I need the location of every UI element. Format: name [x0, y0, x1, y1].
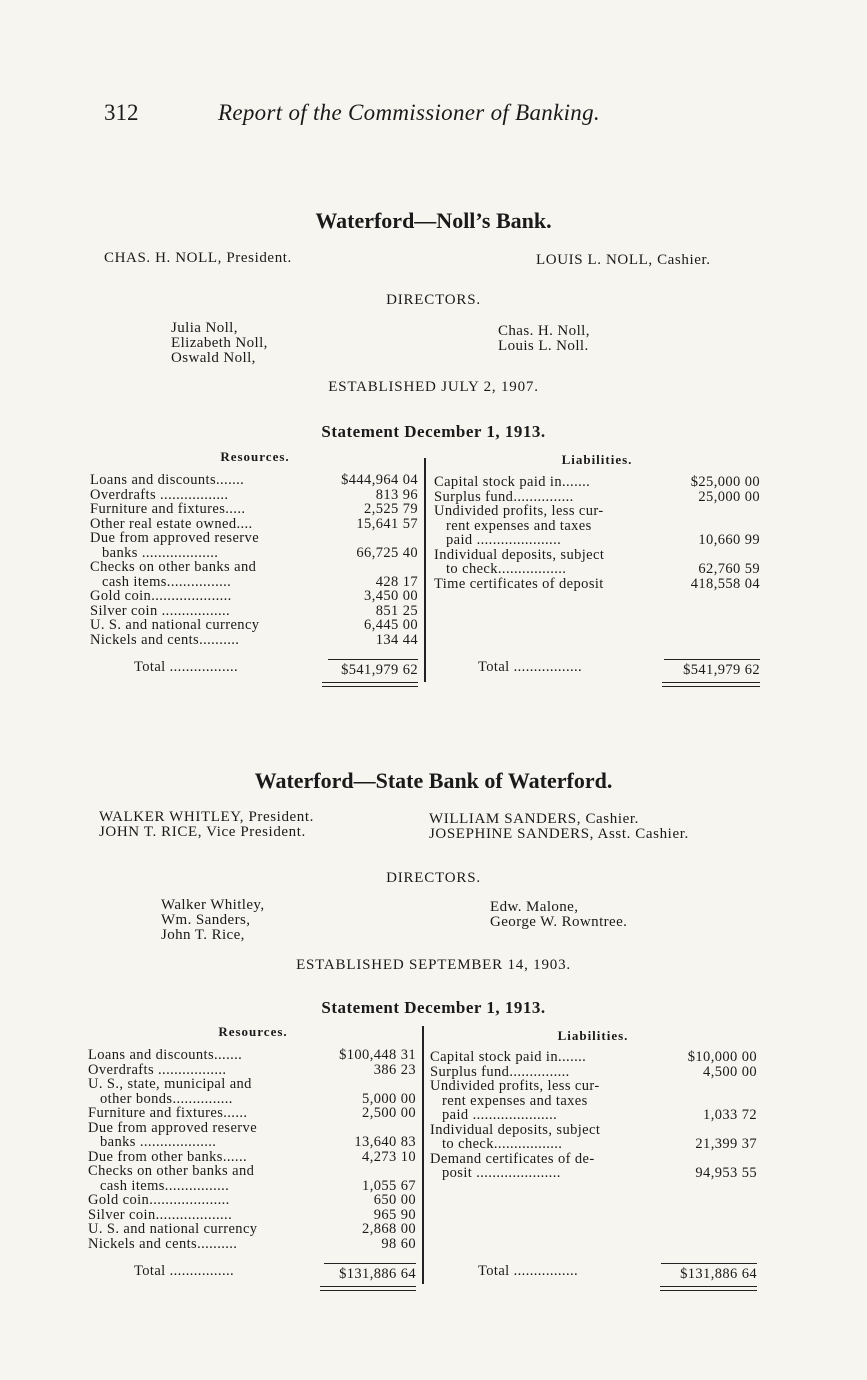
- running-title: Report of the Commissioner of Banking.: [218, 100, 600, 125]
- ledger-item-label: Gold coin....................: [88, 1193, 230, 1208]
- column-divider: [422, 1026, 424, 1284]
- ledger-item-label: Due from other banks......: [88, 1149, 247, 1164]
- ledger-row: [88, 1222, 416, 1237]
- total-label: Total .................: [134, 659, 239, 675]
- ledger-row: [430, 1079, 757, 1094]
- ledger-row: [90, 575, 418, 590]
- ledger-item-label: Overdrafts .................: [88, 1062, 227, 1077]
- ledger-row: [90, 488, 418, 503]
- ledger-item-label: U. S. and national currency: [90, 618, 260, 633]
- ledger-item-amount: 25,000 00: [698, 488, 760, 505]
- ledger-item-label: Loans and discounts.......: [90, 473, 245, 488]
- ledger-item-label: U. S., state, municipal and: [88, 1077, 252, 1092]
- ledger-row: [88, 1237, 416, 1252]
- ledger-item-label: Overdrafts .................: [90, 487, 229, 502]
- double-rule: [660, 1286, 757, 1291]
- ledger-item-label: banks ...................: [100, 1135, 217, 1150]
- ledger-row: [88, 1106, 416, 1121]
- ledger-item-label: Capital stock paid in.......: [430, 1050, 587, 1065]
- asst-cashier: JOSEPHINE SANDERS, Asst. Cashier.: [429, 826, 689, 842]
- total-label: Total ................: [134, 1263, 235, 1279]
- ledger-item-amount: 428 17: [375, 573, 418, 590]
- ledger-item-label: Time certificates of deposit: [434, 576, 604, 591]
- ledger-item-amount: 1,033 72: [703, 1107, 757, 1123]
- resources-heading: Resources.: [218, 1024, 288, 1039]
- ledger-row: [430, 1123, 757, 1138]
- statement-title: Statement December 1, 1913.: [321, 998, 546, 1017]
- ledger-row: [430, 1108, 757, 1123]
- ledger-item-label: Due from approved reserve: [88, 1120, 258, 1135]
- ledger-item-label: Checks on other banks and: [88, 1164, 255, 1179]
- ledger-item-amount: 418,558 04: [690, 575, 760, 592]
- ledger-row: [90, 517, 418, 532]
- double-rule: [322, 682, 418, 687]
- ledger-item-amount: 6,445 00: [364, 617, 418, 633]
- ledger-row: [88, 1048, 416, 1063]
- bank-title: Waterford—State Bank of Waterford.: [254, 768, 613, 793]
- ledger-item-label: cash items................: [102, 574, 232, 589]
- ledger-item-label: Other real estate owned....: [90, 516, 253, 531]
- ledger-item-amount: 4,500 00: [703, 1063, 757, 1080]
- statement-title: Statement December 1, 1913.: [321, 422, 546, 441]
- ledger-item-label: to check.................: [442, 1137, 563, 1152]
- president: CHAS. H. NOLL, President.: [104, 250, 292, 266]
- ledger-item-amount: 5,000 00: [362, 1090, 416, 1107]
- ledger-item-label: Nickels and cents..........: [90, 632, 240, 647]
- ledger-row: [88, 1135, 416, 1150]
- ledger-row: [88, 1121, 416, 1136]
- ledger-row: [430, 1050, 757, 1065]
- ledger-row: [434, 504, 760, 519]
- director-name: John T. Rice,: [161, 927, 245, 943]
- ledger-row: [88, 1150, 416, 1165]
- ledger-row: [88, 1179, 416, 1194]
- ledger-item-amount: 62,760 59: [698, 561, 760, 577]
- ledger-item-amount: 134 44: [375, 631, 418, 648]
- ledger-row: [90, 589, 418, 604]
- cashier: LOUIS L. NOLL, Cashier.: [536, 252, 711, 268]
- director-name: Edw. Malone,: [490, 899, 579, 915]
- ledger-item-amount: 21,399 37: [695, 1136, 757, 1152]
- ledger-item-label: other bonds...............: [100, 1091, 233, 1106]
- liabilities-table: [430, 1050, 757, 1181]
- ledger-row: [434, 475, 760, 490]
- director-name: Julia Noll,: [171, 320, 238, 336]
- ledger-row: [88, 1077, 416, 1092]
- directors-heading: DIRECTORS.: [386, 292, 481, 308]
- director-name: Wm. Sanders,: [161, 912, 251, 928]
- ledger-item-label: Individual deposits, subject: [430, 1122, 601, 1137]
- liabilities-table: [434, 475, 760, 591]
- ledger-item-label: Due from approved reserve: [90, 531, 260, 546]
- ledger-item-label: Silver coin .................: [90, 603, 231, 618]
- ledger-row: [90, 560, 418, 575]
- ledger-row: [430, 1137, 757, 1152]
- ledger-row: [90, 502, 418, 517]
- double-rule: [662, 682, 760, 687]
- ledger-item-amount: $100,448 31: [339, 1047, 416, 1063]
- bank-title: Waterford—Noll’s Bank.: [315, 208, 552, 233]
- director-name: Louis L. Noll.: [498, 338, 589, 354]
- ledger-item-amount: $10,000 00: [687, 1049, 757, 1065]
- liabilities-total: $131,886 64: [661, 1263, 757, 1283]
- ledger-row: [90, 633, 418, 648]
- ledger-row: [88, 1164, 416, 1179]
- liabilities-total-row: [478, 1263, 757, 1283]
- established-date: ESTABLISHED JULY 2, 1907.: [328, 379, 539, 395]
- ledger-item-label: Surplus fund...............: [430, 1064, 570, 1079]
- cashier: WILLIAM SANDERS, Cashier.: [429, 811, 639, 827]
- ledger-row: [88, 1092, 416, 1107]
- established-date: ESTABLISHED SEPTEMBER 14, 1903.: [296, 957, 571, 973]
- ledger-item-label: Demand certificates of de-: [430, 1151, 595, 1166]
- ledger-item-label: Undivided profits, less cur-: [434, 504, 604, 519]
- ledger-row: [90, 531, 418, 546]
- directors-list-left: [161, 898, 265, 943]
- ledger-item-amount: 851 25: [375, 602, 418, 619]
- vice-president: JOHN T. RICE, Vice President.: [99, 824, 306, 840]
- director-name: Oswald Noll,: [171, 350, 256, 366]
- ledger-row: [430, 1094, 757, 1109]
- ledger-item-amount: $444,964 04: [341, 472, 418, 488]
- ledger-row: [90, 546, 418, 561]
- ledger-row: [434, 533, 760, 548]
- ledger-item-label: posit .....................: [442, 1166, 561, 1181]
- resources-total: $131,886 64: [324, 1263, 416, 1283]
- ledger-item-label: cash items................: [100, 1178, 230, 1193]
- ledger-row: [88, 1063, 416, 1078]
- ledger-row: [90, 473, 418, 488]
- resources-heading: Resources.: [220, 449, 290, 464]
- ledger-item-label: Undivided profits, less cur-: [430, 1079, 600, 1094]
- ledger-item-amount: 15,641 57: [356, 515, 418, 532]
- directors-heading: DIRECTORS.: [386, 870, 481, 886]
- ledger-item-label: Nickels and cents..........: [88, 1236, 238, 1251]
- ledger-item-amount: 4,273 10: [362, 1148, 416, 1165]
- ledger-item-label: to check.................: [446, 562, 567, 577]
- ledger-item-amount: 2,500 00: [362, 1105, 416, 1121]
- resources-total: $541,979 62: [328, 659, 418, 679]
- ledger-item-label: paid .....................: [446, 533, 562, 548]
- directors-list-right: [498, 324, 590, 354]
- ledger-item-label: Individual deposits, subject: [434, 547, 605, 562]
- director-name: Walker Whitley,: [161, 897, 265, 913]
- ledger-row: [434, 519, 760, 534]
- total-label: Total ................: [478, 1263, 579, 1279]
- ledger-item-amount: 2,868 00: [362, 1221, 416, 1237]
- resources-table: [90, 473, 418, 647]
- ledger-row: [88, 1208, 416, 1223]
- ledger-item-label: Gold coin....................: [90, 589, 232, 604]
- liabilities-heading: Liabilities.: [561, 452, 633, 467]
- ledger-item-amount: 650 00: [373, 1192, 416, 1208]
- president: WALKER WHITLEY, President.: [99, 809, 315, 825]
- ledger-item-amount: 94,953 55: [695, 1165, 757, 1181]
- ledger-item-amount: 3,450 00: [364, 588, 418, 604]
- ledger-item-amount: 965 90: [373, 1206, 416, 1223]
- resources-total-row: [134, 1263, 416, 1283]
- ledger-row: [88, 1193, 416, 1208]
- ledger-item-label: Checks on other banks and: [90, 560, 257, 575]
- ledger-row: [430, 1166, 757, 1181]
- resources-total-row: [134, 659, 418, 679]
- ledger-item-amount: 13,640 83: [354, 1134, 416, 1150]
- ledger-row: [434, 548, 760, 563]
- officers-left: [99, 810, 314, 840]
- ledger-row: [434, 562, 760, 577]
- ledger-item-label: Furniture and fixtures.....: [90, 502, 246, 517]
- resources-table: [88, 1048, 416, 1251]
- director-name: Elizabeth Noll,: [171, 335, 268, 351]
- ledger-item-amount: 386 23: [373, 1061, 416, 1078]
- directors-list-left: [171, 321, 268, 366]
- director-name: Chas. H. Noll,: [498, 323, 590, 339]
- ledger-item-label: rent expenses and taxes: [442, 1093, 588, 1108]
- ledger-row: [430, 1065, 757, 1080]
- ledger-item-label: U. S. and national currency: [88, 1222, 258, 1237]
- ledger-item-amount: 813 96: [375, 486, 418, 503]
- ledger-row: [434, 577, 760, 592]
- total-label: Total .................: [478, 659, 583, 675]
- liabilities-heading: Liabilities.: [557, 1028, 629, 1043]
- column-divider: [424, 458, 426, 682]
- page-number: 312: [104, 100, 139, 125]
- ledger-item-label: banks ...................: [102, 545, 219, 560]
- directors-list-right: [490, 900, 627, 930]
- ledger-item-amount: 10,660 99: [698, 532, 760, 548]
- liabilities-total-row: [478, 659, 760, 679]
- officers-right: [429, 812, 689, 842]
- ledger-item-label: rent expenses and taxes: [446, 518, 592, 533]
- liabilities-total: $541,979 62: [664, 659, 760, 679]
- ledger-item-amount: 98 60: [381, 1235, 416, 1252]
- ledger-row: [90, 604, 418, 619]
- ledger-item-amount: 66,725 40: [356, 544, 418, 561]
- ledger-row: [90, 618, 418, 633]
- director-name: George W. Rowntree.: [490, 914, 628, 930]
- ledger-item-amount: 1,055 67: [362, 1177, 416, 1194]
- ledger-row: [430, 1152, 757, 1167]
- ledger-item-label: Surplus fund...............: [434, 489, 574, 504]
- ledger-item-amount: $25,000 00: [690, 474, 760, 490]
- ledger-item-amount: 2,525 79: [364, 501, 418, 517]
- ledger-item-label: Silver coin...................: [88, 1207, 233, 1222]
- ledger-row: [434, 490, 760, 505]
- ledger-item-label: Furniture and fixtures......: [88, 1106, 248, 1121]
- ledger-item-label: paid .....................: [442, 1108, 558, 1123]
- ledger-item-label: Loans and discounts.......: [88, 1048, 243, 1063]
- ledger-item-label: Capital stock paid in.......: [434, 475, 591, 490]
- double-rule: [320, 1286, 416, 1291]
